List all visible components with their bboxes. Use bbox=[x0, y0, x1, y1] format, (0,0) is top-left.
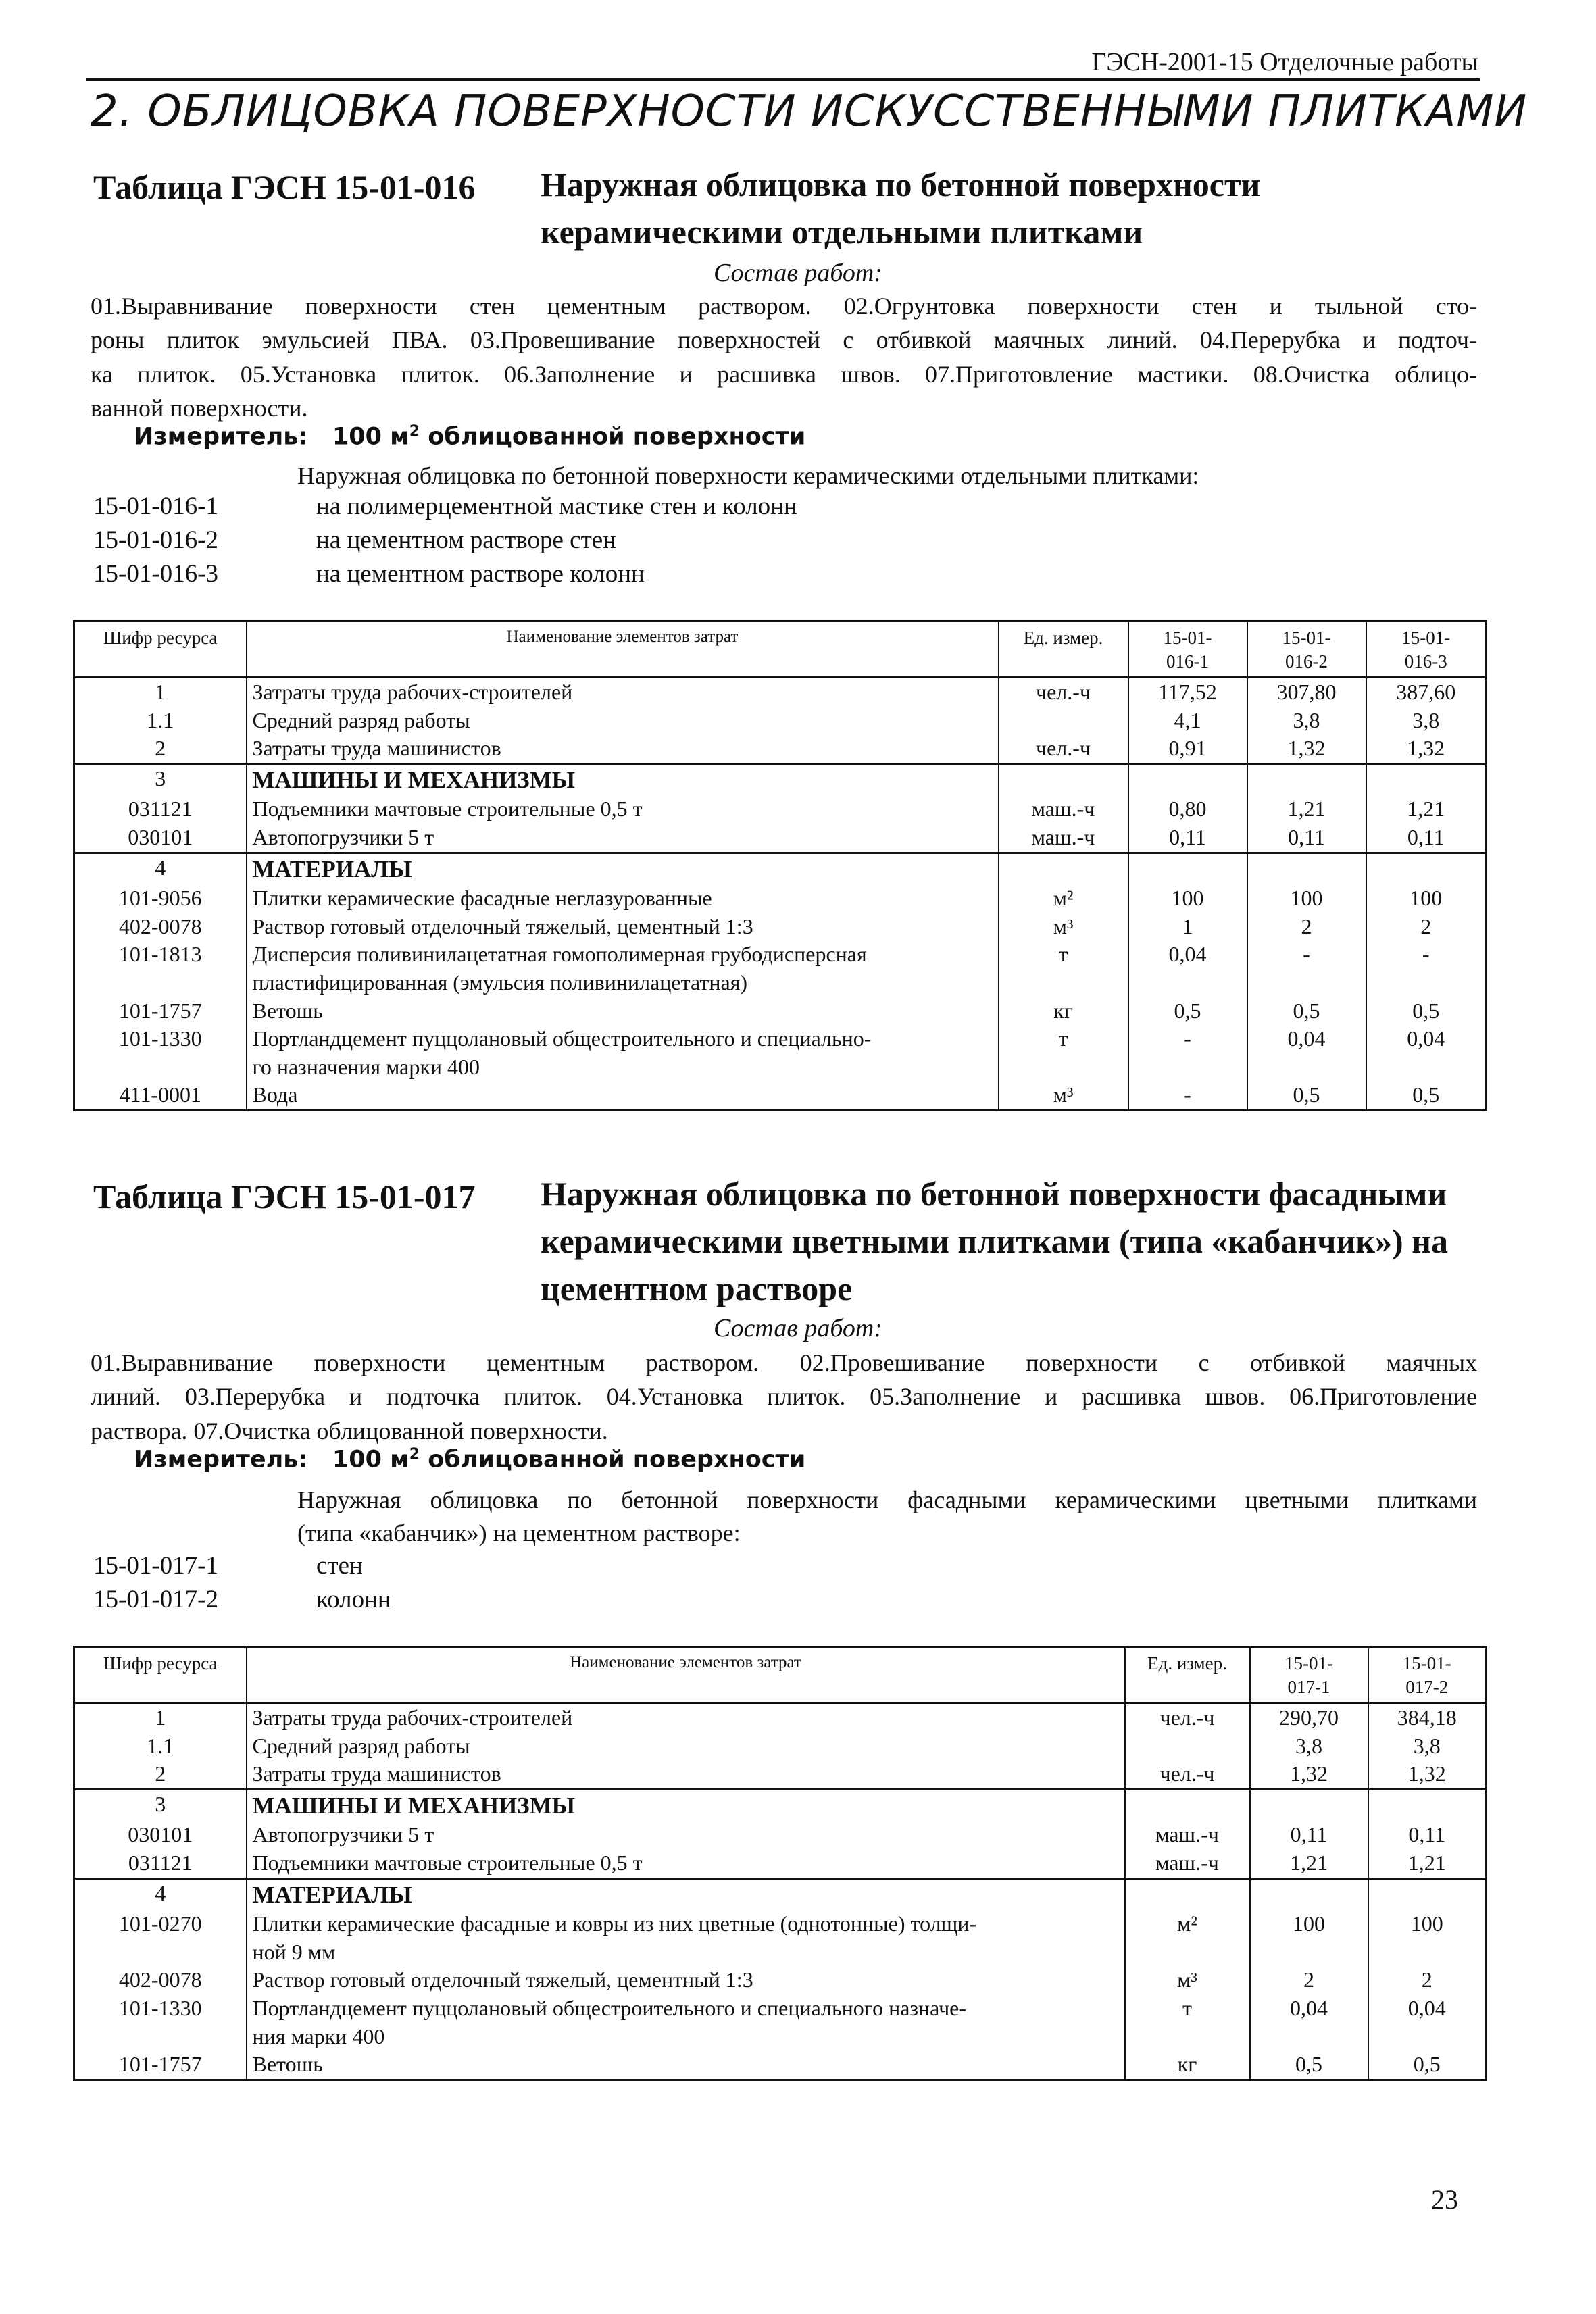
resource-table-2 bbox=[73, 1646, 1487, 2081]
norm-value: 0,91 bbox=[1128, 734, 1247, 763]
header-rule bbox=[86, 78, 1480, 81]
norm-value: 1,21 bbox=[1366, 795, 1487, 824]
norm-value: 0,5 bbox=[1366, 1081, 1487, 1110]
table2-title-line: Наружная облицовка по бетонной поверхности фасадными bbox=[541, 1175, 1447, 1213]
norm-value: 1 bbox=[1128, 913, 1247, 941]
table-row bbox=[74, 824, 1487, 853]
table-body bbox=[74, 678, 1487, 1111]
norm-value: - bbox=[1128, 1025, 1247, 1081]
resource-name: МАТЕРИАЛЫ bbox=[247, 853, 999, 884]
table-row bbox=[74, 1821, 1487, 1849]
table-row bbox=[74, 678, 1487, 707]
work-line: 01.Выравнивание поверхности цементным раствором. 02.Провешивание поверхности с отбивкой маячных bbox=[91, 1349, 1477, 1376]
norm-value: 0,5 bbox=[1247, 1081, 1366, 1110]
norm-value: 100 bbox=[1366, 884, 1487, 913]
resource-unit bbox=[999, 763, 1128, 795]
col-header-norm: 15-01- 016-2 bbox=[1247, 622, 1366, 678]
norm-value bbox=[1128, 853, 1247, 884]
resource-code: 1.1 bbox=[74, 1732, 247, 1761]
norm-value: 0,04 bbox=[1368, 1994, 1487, 2051]
norm-value: 0,5 bbox=[1366, 997, 1487, 1026]
resource-unit: маш.-ч bbox=[999, 795, 1128, 824]
resource-name: Затраты труда машинистов bbox=[247, 1760, 1125, 1789]
meter-rest: облицованной поверхности bbox=[420, 423, 806, 451]
norm-value: 100 bbox=[1128, 884, 1247, 913]
col-header-norm: 15-01- 017-2 bbox=[1368, 1647, 1487, 1703]
norm-value: 100 bbox=[1368, 1910, 1487, 1966]
norm-text: на полимерцементной мастике стен и колонн bbox=[316, 493, 797, 520]
norm-value: 100 bbox=[1247, 884, 1366, 913]
resource-unit: чел.-ч bbox=[1125, 1703, 1250, 1732]
meter-sup: 2 bbox=[409, 423, 420, 440]
norm-value: 0,11 bbox=[1366, 824, 1487, 853]
table-row bbox=[74, 707, 1487, 735]
resource-name: Автопогрузчики 5 т bbox=[247, 824, 999, 853]
resource-table-1 bbox=[73, 620, 1487, 1111]
norm-value: 0,04 bbox=[1128, 940, 1247, 997]
norm-value: - bbox=[1366, 940, 1487, 997]
table-row bbox=[74, 853, 1487, 884]
norm-value: 1,21 bbox=[1250, 1849, 1368, 1878]
section-title: 2. ОБЛИЦОВКА ПОВЕРХНОСТИ ИСКУССТВЕННЫМИ ПЛИТКАМИ bbox=[91, 86, 1528, 136]
resource-unit: м³ bbox=[999, 1081, 1128, 1110]
work-line: раствора. 07.Очистка облицованной поверхности. bbox=[91, 1417, 608, 1444]
table-row bbox=[74, 997, 1487, 1026]
resource-code: 101-1757 bbox=[74, 2051, 247, 2080]
norm-value: 100 bbox=[1250, 1910, 1368, 1966]
intro-line: (типа «кабанчик») на цементном растворе: bbox=[297, 1519, 741, 1546]
norm-value bbox=[1247, 853, 1366, 884]
norm-value bbox=[1247, 763, 1366, 795]
resource-name: МАТЕРИАЛЫ bbox=[247, 1878, 1125, 1910]
norm-value: 1,32 bbox=[1250, 1760, 1368, 1789]
resource-name: Затраты труда рабочих-строителей bbox=[247, 678, 999, 707]
resource-name: Ветошь bbox=[247, 2051, 1125, 2080]
norm-code: 15-01-016-2 bbox=[93, 526, 218, 554]
norm-value: 1,32 bbox=[1368, 1760, 1487, 1789]
norm-value bbox=[1250, 1789, 1368, 1821]
resource-code: 4 bbox=[74, 1878, 247, 1910]
table-row bbox=[74, 763, 1487, 795]
norm-value: 3,8 bbox=[1250, 1732, 1368, 1761]
table-row bbox=[74, 913, 1487, 941]
table1-sostav: Состав работ: bbox=[713, 259, 883, 287]
norm-value: 3,8 bbox=[1247, 707, 1366, 735]
table-row bbox=[74, 2051, 1487, 2080]
table-header-row bbox=[74, 622, 1487, 678]
resource-name: Средний разряд работы bbox=[247, 1732, 1125, 1761]
resource-code: 3 bbox=[74, 1789, 247, 1821]
work-line: ванной поверхности. bbox=[91, 395, 308, 422]
resource-unit: м² bbox=[999, 884, 1128, 913]
resource-unit: чел.-ч bbox=[999, 678, 1128, 707]
table-row bbox=[74, 734, 1487, 763]
resource-code: 402-0078 bbox=[74, 913, 247, 941]
meter-value: 100 м bbox=[332, 423, 409, 451]
resource-unit: т bbox=[999, 940, 1128, 997]
norm-value bbox=[1368, 1789, 1487, 1821]
norm-value: 117,52 bbox=[1128, 678, 1247, 707]
norm-value: 0,11 bbox=[1368, 1821, 1487, 1849]
norm-value: 4,1 bbox=[1128, 707, 1247, 735]
resource-code: 3 bbox=[74, 763, 247, 795]
resource-code: 030101 bbox=[74, 824, 247, 853]
norm-text: стен bbox=[316, 1552, 363, 1580]
norm-value: - bbox=[1247, 940, 1366, 997]
resource-unit bbox=[999, 853, 1128, 884]
resource-code: 030101 bbox=[74, 1821, 247, 1849]
norm-value: 3,8 bbox=[1366, 707, 1487, 735]
table-row bbox=[74, 1703, 1487, 1732]
norm-value: 0,04 bbox=[1250, 1994, 1368, 2051]
norm-code: 15-01-016-3 bbox=[93, 560, 218, 588]
table2-title-line: цементном растворе bbox=[541, 1269, 853, 1307]
resource-name: МАШИНЫ И МЕХАНИЗМЫ bbox=[247, 1789, 1125, 1821]
table2-intro bbox=[297, 1484, 1477, 1549]
resource-unit: м³ bbox=[1125, 1966, 1250, 1994]
norm-value: 0,5 bbox=[1247, 997, 1366, 1026]
table-row bbox=[74, 884, 1487, 913]
work-line: 01.Выравнивание поверхности стен цементным раствором. 02.Огрунтовка поверхности стен и тыльной сто- bbox=[91, 293, 1477, 320]
table-row bbox=[74, 1789, 1487, 1821]
resource-unit: кг bbox=[1125, 2051, 1250, 2080]
resource-unit: чел.-ч bbox=[1125, 1760, 1250, 1789]
col-header-norm: 15-01- 017-1 bbox=[1250, 1647, 1368, 1703]
resource-unit: кг bbox=[999, 997, 1128, 1026]
table-header-row bbox=[74, 1647, 1487, 1703]
norm-code: 15-01-017-2 bbox=[93, 1586, 218, 1613]
resource-code: 402-0078 bbox=[74, 1966, 247, 1994]
table2-label: Таблица ГЭСН 15-01-017 bbox=[93, 1178, 476, 1215]
resource-name: Подъемники мачтовые строительные 0,5 т bbox=[247, 1849, 1125, 1878]
table1-label: Таблица ГЭСН 15-01-016 bbox=[93, 168, 476, 206]
norm-value: 0,11 bbox=[1250, 1821, 1368, 1849]
col-header-code: Шифр ресурса bbox=[74, 622, 247, 678]
table2-title-line: керамическими цветными плитками (типа «кабанчик») на bbox=[541, 1222, 1448, 1260]
table-row bbox=[74, 1878, 1487, 1910]
resource-code: 101-1330 bbox=[74, 1025, 247, 1081]
table-row bbox=[74, 1732, 1487, 1761]
resource-code: 031121 bbox=[74, 795, 247, 824]
norm-value: 2 bbox=[1366, 913, 1487, 941]
table-row bbox=[74, 1966, 1487, 1994]
norm-value: 0,11 bbox=[1128, 824, 1247, 853]
norm-value: 0,5 bbox=[1250, 2051, 1368, 2080]
table-row bbox=[74, 1910, 1487, 1966]
norm-value: 290,70 bbox=[1250, 1703, 1368, 1732]
meter-label: Измеритель: bbox=[134, 423, 308, 451]
resource-code: 1 bbox=[74, 1703, 247, 1732]
norm-value: 384,18 bbox=[1368, 1703, 1487, 1732]
table2-title bbox=[541, 1170, 1448, 1312]
resource-code: 101-1330 bbox=[74, 1994, 247, 2051]
resource-code: 411-0001 bbox=[74, 1081, 247, 1110]
resource-unit: маш.-ч bbox=[1125, 1849, 1250, 1878]
norm-value: 1,21 bbox=[1368, 1849, 1487, 1878]
table-row bbox=[74, 940, 1487, 997]
resource-code: 101-1813 bbox=[74, 940, 247, 997]
intro-line: Наружная облицовка по бетонной поверхности фасадными керамическими цветными плитками bbox=[297, 1486, 1477, 1513]
norm-value: - bbox=[1128, 1081, 1247, 1110]
norm-value: 1,21 bbox=[1247, 795, 1366, 824]
resource-code: 2 bbox=[74, 734, 247, 763]
meter-sup: 2 bbox=[409, 1446, 420, 1463]
col-header-name: Наименование элементов затрат bbox=[247, 1647, 1125, 1703]
intro-line: Наружная облицовка по бетонной поверхности керамическими отдельными плитками: bbox=[297, 462, 1199, 489]
resource-unit: м² bbox=[1125, 1910, 1250, 1966]
resource-unit: чел.-ч bbox=[999, 734, 1128, 763]
table-row bbox=[74, 1081, 1487, 1110]
norm-value bbox=[1250, 1878, 1368, 1910]
resource-code: 101-9056 bbox=[74, 884, 247, 913]
norm-value bbox=[1128, 763, 1247, 795]
table1-title-line: Наружная облицовка по бетонной поверхности bbox=[541, 166, 1261, 203]
resource-name: Ветошь bbox=[247, 997, 999, 1026]
table1-code-row bbox=[93, 492, 797, 521]
resource-name: МАШИНЫ И МЕХАНИЗМЫ bbox=[247, 763, 999, 795]
resource-code: 031121 bbox=[74, 1849, 247, 1878]
resource-name: Вода bbox=[247, 1081, 999, 1110]
resource-name: Подъемники мачтовые строительные 0,5 т bbox=[247, 795, 999, 824]
page-number: 23 bbox=[1431, 2184, 1458, 2215]
resource-name: Плитки керамические фасадные и ковры из них цветные (однотонные) толщи- ной 9 мм bbox=[247, 1910, 1125, 1966]
norm-value: 2 bbox=[1250, 1966, 1368, 1994]
norm-code: 15-01-016-1 bbox=[93, 493, 218, 520]
norm-value: 1,32 bbox=[1247, 734, 1366, 763]
resource-name: Плитки керамические фасадные неглазурованные bbox=[247, 884, 999, 913]
resource-code: 1.1 bbox=[74, 707, 247, 735]
resource-name: Автопогрузчики 5 т bbox=[247, 1821, 1125, 1849]
norm-value: 0,5 bbox=[1128, 997, 1247, 1026]
table2-code-row bbox=[93, 1551, 363, 1580]
resource-unit bbox=[1125, 1878, 1250, 1910]
table2-code-row bbox=[93, 1585, 391, 1614]
table2-work-list bbox=[91, 1346, 1477, 1448]
norm-value: 3,8 bbox=[1368, 1732, 1487, 1761]
table1-work-list bbox=[91, 289, 1477, 426]
table-row bbox=[74, 1849, 1487, 1878]
norm-value: 2 bbox=[1368, 1966, 1487, 1994]
col-header-name: Наименование элементов затрат bbox=[247, 622, 999, 678]
resource-unit: маш.-ч bbox=[1125, 1821, 1250, 1849]
resource-name: Раствор готовый отделочный тяжелый, цементный 1:3 bbox=[247, 913, 999, 941]
norm-text: колонн bbox=[316, 1586, 391, 1613]
table1-code-row bbox=[93, 559, 645, 588]
norm-value: 387,60 bbox=[1366, 678, 1487, 707]
resource-name: Затраты труда рабочих-строителей bbox=[247, 1703, 1125, 1732]
meter-value: 100 м bbox=[332, 1446, 409, 1474]
table-row bbox=[74, 1760, 1487, 1789]
norm-text: на цементном растворе стен bbox=[316, 526, 616, 554]
norm-value: 0,11 bbox=[1247, 824, 1366, 853]
meter-rest: облицованной поверхности bbox=[420, 1446, 806, 1474]
table-row bbox=[74, 795, 1487, 824]
col-header-unit: Ед. измер. bbox=[999, 622, 1128, 678]
resource-code: 101-1757 bbox=[74, 997, 247, 1026]
col-header-norm: 15-01- 016-3 bbox=[1366, 622, 1487, 678]
resource-code: 2 bbox=[74, 1760, 247, 1789]
table1-title-line: керамическими отдельными плитками bbox=[541, 213, 1143, 251]
table-row bbox=[74, 1994, 1487, 2051]
resource-name: Портландцемент пуццолановый общестроительного и специального назначе- ния марки 400 bbox=[247, 1994, 1125, 2051]
table-body bbox=[74, 1703, 1487, 2080]
table1-title bbox=[541, 161, 1260, 255]
resource-name: Дисперсия поливинилацетатная гомополимерная грубодисперсная пластифицированная (эмульсия поливинилацетатная) bbox=[247, 940, 999, 997]
resource-code: 101-0270 bbox=[74, 1910, 247, 1966]
norm-value bbox=[1368, 1878, 1487, 1910]
table2-meter bbox=[134, 1446, 805, 1474]
resource-unit bbox=[999, 707, 1128, 735]
norm-value: 2 bbox=[1247, 913, 1366, 941]
table1-intro bbox=[297, 459, 1199, 493]
work-line: ка плиток. 05.Установка плиток. 06.Заполнение и расшивка швов. 07.Приготовление мастики. 08.Очистка облицо- bbox=[91, 360, 1477, 388]
table-row bbox=[74, 1025, 1487, 1081]
meter-label: Измеритель: bbox=[134, 1446, 308, 1474]
norm-value bbox=[1366, 763, 1487, 795]
resource-name: Средний разряд работы bbox=[247, 707, 999, 735]
resource-unit bbox=[1125, 1732, 1250, 1761]
resource-unit: т bbox=[1125, 1994, 1250, 2051]
resource-name: Портландцемент пуццолановый общестроительного и специально- го назначения марки 400 bbox=[247, 1025, 999, 1081]
table2-sostav: Состав работ: bbox=[713, 1314, 883, 1342]
norm-value: 0,5 bbox=[1368, 2051, 1487, 2080]
norm-value: 1,32 bbox=[1366, 734, 1487, 763]
table1-code-row bbox=[93, 526, 616, 555]
col-header-unit: Ед. измер. bbox=[1125, 1647, 1250, 1703]
norm-value: 0,04 bbox=[1366, 1025, 1487, 1081]
resource-code: 4 bbox=[74, 853, 247, 884]
norm-value bbox=[1366, 853, 1487, 884]
work-line: роны плиток эмульсией ПВА. 03.Провешивание поверхностей с отбивкой маячных линий. 04.Перерубка и подточ- bbox=[91, 326, 1477, 354]
col-header-norm: 15-01- 016-1 bbox=[1128, 622, 1247, 678]
running-head: ГЭСН-2001-15 Отделочные работы bbox=[1091, 48, 1478, 76]
resource-unit: м³ bbox=[999, 913, 1128, 941]
resource-unit bbox=[1125, 1789, 1250, 1821]
resource-name: Затраты труда машинистов bbox=[247, 734, 999, 763]
table1-meter bbox=[134, 423, 805, 451]
resource-unit: маш.-ч bbox=[999, 824, 1128, 853]
col-header-code: Шифр ресурса bbox=[74, 1647, 247, 1703]
norm-value: 307,80 bbox=[1247, 678, 1366, 707]
resource-code: 1 bbox=[74, 678, 247, 707]
norm-value: 0,04 bbox=[1247, 1025, 1366, 1081]
norm-value: 0,80 bbox=[1128, 795, 1247, 824]
work-line: линий. 03.Перерубка и подточка плиток. 04.Установка плиток. 05.Заполнение и расшивка швов. 06.Приготовление bbox=[91, 1383, 1477, 1411]
resource-unit: т bbox=[999, 1025, 1128, 1081]
resource-name: Раствор готовый отделочный тяжелый, цементный 1:3 bbox=[247, 1966, 1125, 1994]
norm-text: на цементном растворе колонн bbox=[316, 560, 645, 588]
norm-code: 15-01-017-1 bbox=[93, 1552, 218, 1580]
